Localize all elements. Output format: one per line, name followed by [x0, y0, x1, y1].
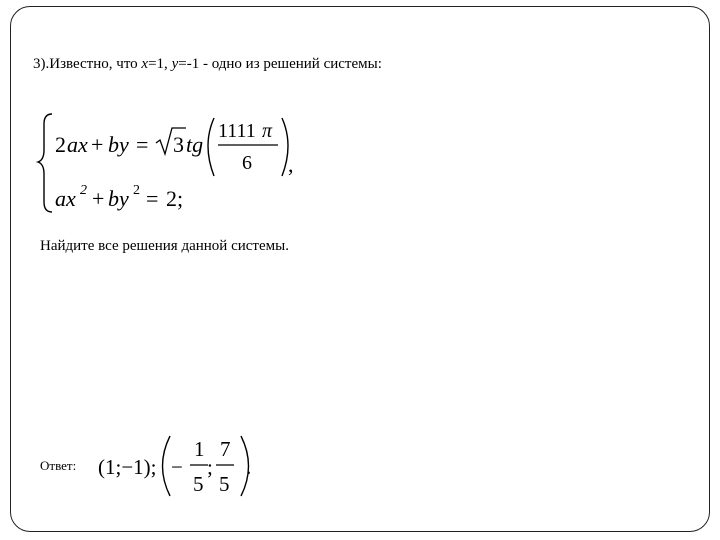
solution-1: (1;−1);: [98, 455, 157, 479]
eq1-equals: =: [136, 132, 149, 157]
eq1-plus: +: [91, 132, 104, 157]
eq1-comma: ,: [288, 152, 294, 177]
sqrt-arg: 3: [173, 132, 184, 157]
frac1-denominator: 5: [193, 472, 204, 496]
eq2-by: by: [108, 186, 129, 211]
fraction-numerator: 1111: [218, 120, 256, 142]
tg-function: tg: [186, 132, 204, 157]
answer-left-paren: [163, 436, 171, 496]
y-value: =-1: [178, 56, 200, 72]
answer-semicolon: ;: [207, 455, 213, 479]
problem-suffix: - одно из решений системы:: [199, 56, 382, 72]
answer-label: Ответ:: [40, 458, 77, 473]
eq2-equals: =: [146, 186, 159, 211]
eq2-exp1: 2: [80, 183, 87, 198]
pi-symbol: π: [262, 120, 273, 142]
var-y: y: [171, 56, 179, 72]
problem-prefix: 3).Известно, что: [33, 56, 142, 72]
answer-period: .: [246, 455, 252, 479]
task-text: Найдите все решения данной системы.: [40, 238, 289, 254]
eq2-ax: ax: [55, 186, 76, 211]
frac1-numerator: 1: [194, 437, 205, 461]
frac2-numerator: 7: [220, 437, 231, 461]
eq2-rhs: 2;: [166, 186, 184, 211]
var-x: x: [141, 56, 149, 72]
fraction-denominator: 6: [242, 152, 252, 174]
eq1-by: by: [108, 132, 129, 157]
frac2-denominator: 5: [219, 472, 230, 496]
eq1-coef: 2: [55, 132, 66, 157]
answer-minus: −: [171, 455, 183, 479]
x-value: =1,: [148, 56, 172, 72]
eq2-plus: +: [92, 186, 105, 211]
eq1-ax: ax: [67, 132, 88, 157]
eq2-exp2: 2: [133, 183, 140, 198]
